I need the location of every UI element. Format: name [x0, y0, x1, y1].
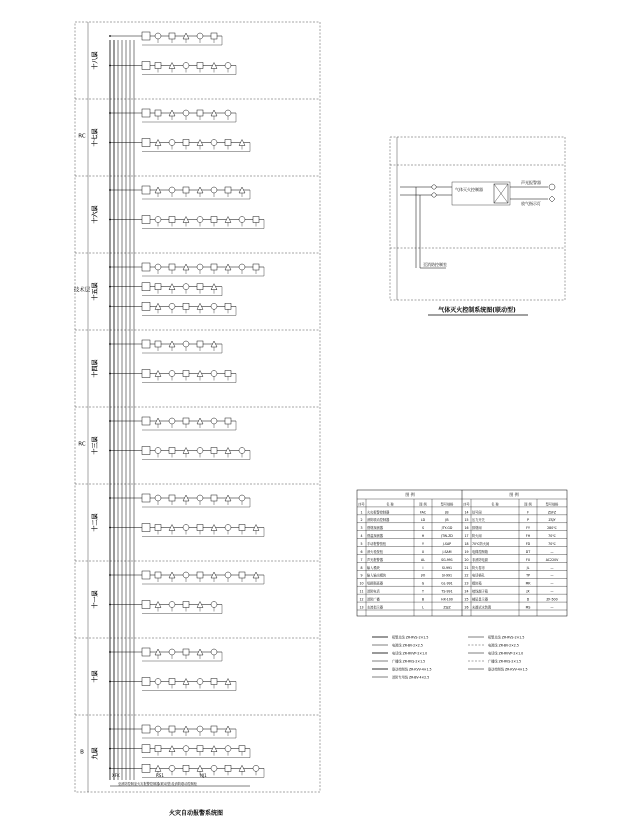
- legend-cell: I/O: [420, 573, 426, 578]
- smoke-detector-icon: [169, 140, 175, 146]
- module-icon: [183, 187, 189, 193]
- legend-cell: LD: [420, 518, 426, 523]
- module-icon: [253, 264, 259, 270]
- device-loop: [109, 725, 236, 738]
- bus-junction: [109, 35, 111, 37]
- floor-name: 十五层: [92, 282, 99, 301]
- legend-cell: AC220V: [545, 557, 559, 562]
- module-icon: [155, 341, 161, 347]
- smoke-detector-icon: [211, 371, 217, 377]
- legend-cell: S: [421, 526, 425, 531]
- legend-cell: 非消防电源: [472, 557, 488, 562]
- floor-group-label: 技术层: [73, 287, 91, 294]
- line-type-notes: [372, 635, 528, 680]
- legend-cell: T: [422, 589, 424, 594]
- legend-cell: 消火栓按钮: [367, 549, 383, 554]
- legend-cell: —: [550, 565, 554, 570]
- device-loop: [109, 302, 236, 315]
- gas-extinguishing-detail: [390, 137, 565, 315]
- module-icon: [155, 525, 161, 531]
- legend-cell: 排烟阀: [472, 526, 482, 531]
- legend-cell: 20: [464, 557, 469, 562]
- module-box: [142, 524, 150, 532]
- legend-cell: L: [422, 605, 424, 610]
- legend-cell: 火灾报警控制器: [367, 510, 390, 515]
- smoke-detector-icon: [155, 33, 161, 39]
- legend-cell: 2: [360, 518, 363, 523]
- riser-floor-bands: [74, 32, 320, 786]
- legend-cell: 9: [360, 573, 363, 578]
- smoke-detector-icon: [169, 649, 175, 655]
- legend-cell: J-SAP: [442, 541, 452, 546]
- riser-diagram: [74, 22, 320, 817]
- legend-header-right: 型号规格: [545, 502, 559, 507]
- bottom-label: XFK: [112, 773, 120, 778]
- smoke-detector-icon: [197, 495, 203, 501]
- bottom-note: 至消防控制室火灾报警控制器(联动型)及消防联动控制柜: [118, 782, 197, 786]
- module-icon: [253, 217, 259, 223]
- module-icon: [239, 746, 245, 752]
- legend-cell: 13: [359, 605, 364, 610]
- legend-header-right: 序号: [463, 502, 470, 507]
- smoke-detector-icon: [183, 572, 189, 578]
- legend-cell: —: [550, 581, 554, 586]
- note-text: 联动控制线 ZR-KVV-4×1.5: [392, 667, 432, 672]
- module-icon: [225, 765, 231, 771]
- note-text: 广播线 ZR-RVS-2×1.5: [392, 659, 426, 664]
- legend-cell: TS-991: [441, 589, 453, 594]
- legend-cell: 感烟探测器: [367, 526, 383, 531]
- legend-cell: 输入模块: [367, 565, 380, 570]
- module-box: [142, 263, 150, 271]
- legend-cell: 14: [464, 510, 469, 515]
- legend-cell: 70℃: [548, 541, 556, 546]
- module-box: [142, 571, 150, 579]
- smoke-detector-icon: [169, 187, 175, 193]
- module-box: [142, 725, 150, 733]
- module-icon: [225, 371, 231, 377]
- legend-cell: ZSFZ: [547, 510, 557, 515]
- legend-cell: ZSJZ: [443, 605, 451, 610]
- legend-cell: JX: [526, 589, 530, 594]
- legend-cell: 4: [360, 534, 363, 539]
- module-icon: [211, 726, 217, 732]
- module-icon: [225, 187, 231, 193]
- smoke-detector-icon: [197, 448, 203, 454]
- module-icon: [169, 264, 175, 270]
- legend-cell: FAC: [420, 510, 426, 515]
- smoke-detector-icon: [211, 602, 217, 608]
- floor-name: 十层: [92, 670, 99, 683]
- module-box: [142, 601, 150, 609]
- legend-cell: 11: [359, 589, 364, 594]
- detail-title: 气体灭火控制系统图(联动型): [438, 307, 516, 314]
- module-icon: [169, 495, 175, 501]
- module-icon: [169, 33, 175, 39]
- smoke-detector-icon: [155, 264, 161, 270]
- module-box: [142, 302, 150, 310]
- module-icon: [197, 110, 203, 116]
- module-icon: [183, 602, 189, 608]
- legend-cell: 22: [464, 573, 469, 578]
- legend-cell: Y: [422, 541, 424, 546]
- note-text: 电源线 ZR-BV-2×2.5: [392, 643, 423, 648]
- floor-name: 十四层: [92, 359, 99, 378]
- legend-cell: JB: [445, 518, 449, 523]
- module-box: [142, 648, 150, 656]
- legend-cell: 6: [360, 549, 363, 554]
- smoke-detector-icon: [225, 110, 231, 116]
- smoke-detector-icon: [211, 418, 217, 424]
- smoke-detector-icon: [197, 217, 203, 223]
- legend-cell: B: [421, 597, 425, 602]
- legend-cell: HX-100: [441, 597, 453, 602]
- floor-band: [75, 407, 320, 460]
- device-loop: [109, 370, 236, 383]
- module-box: [142, 139, 150, 147]
- legend-cell: FX: [525, 557, 531, 562]
- note-text: 报警总线 ZR-RVS-2×1.5: [392, 635, 429, 640]
- smoke-detector-icon: [155, 495, 161, 501]
- module-icon: [239, 572, 245, 578]
- legend-cell: 24: [464, 589, 469, 594]
- device-loop: [109, 62, 236, 75]
- module-icon: [197, 525, 203, 531]
- module-icon: [211, 33, 217, 39]
- floor-name: 十三层: [92, 436, 99, 455]
- device-loop: [109, 263, 264, 276]
- sounder-icon: [549, 184, 555, 190]
- module-box: [142, 62, 150, 70]
- smoke-detector-icon: [239, 217, 245, 223]
- module-box: [142, 417, 150, 425]
- floor-name: 十一层: [92, 590, 99, 609]
- module-icon: [169, 726, 175, 732]
- legend-cell: ZSJY: [548, 518, 556, 523]
- module-icon: [155, 284, 161, 290]
- module-box: [142, 32, 150, 40]
- legend-cell: SG-991: [441, 557, 453, 562]
- smoke-detector-icon: [169, 371, 175, 377]
- smoke-detector-icon: [225, 525, 231, 531]
- floor-group-label: B: [80, 749, 84, 756]
- smoke-detector-icon: [169, 765, 175, 771]
- legend-cell: F: [527, 510, 529, 515]
- device-loop: [109, 109, 236, 122]
- legend-cell: 接线端子箱: [472, 589, 488, 594]
- smoke-detector-icon: [155, 679, 161, 685]
- legend-cell: JB: [445, 510, 449, 515]
- smoke-detector-icon: [183, 284, 189, 290]
- bottom-label: RS1: [156, 773, 164, 778]
- device-loop: [109, 764, 264, 777]
- module-icon: [225, 303, 231, 309]
- module-icon: [211, 448, 217, 454]
- module-box: [142, 186, 150, 194]
- legend-cell: 水流指示器: [367, 605, 383, 610]
- legend-header-left: 型号规格: [440, 502, 454, 507]
- legend-cell: 末端试水装置: [472, 605, 492, 610]
- module-icon: [197, 572, 203, 578]
- module-icon: [169, 448, 175, 454]
- legend-cell: 声光报警器: [367, 557, 383, 562]
- module-icon: [211, 264, 217, 270]
- legend-cell: —: [550, 573, 554, 578]
- smoke-detector-icon: [225, 572, 231, 578]
- smoke-detector-icon: [211, 649, 217, 655]
- module-icon: [183, 303, 189, 309]
- module-icon: [155, 572, 161, 578]
- legend-header-right: 图 例: [524, 502, 532, 507]
- legend-cell: SI-991: [441, 565, 453, 570]
- module-box: [142, 678, 150, 686]
- legend-cell: —: [550, 605, 554, 610]
- floor-band: [75, 715, 320, 777]
- smoke-detector-icon: [155, 726, 161, 732]
- legend-table: [357, 490, 567, 616]
- legend-cell: JL: [526, 565, 530, 570]
- module-icon: [197, 746, 203, 752]
- device-loop: [109, 571, 264, 584]
- detail-bus-label: 至消防控制室: [423, 262, 447, 267]
- note-text: 电源线 ZR-BV-2×2.5: [488, 643, 519, 648]
- legend-cell: 7: [360, 557, 363, 562]
- legend-cell: 23: [464, 581, 469, 586]
- module-icon: [197, 63, 203, 69]
- floor-group-label: RC: [78, 441, 86, 448]
- floor-band: [75, 99, 320, 152]
- module-box: [142, 447, 150, 455]
- smoke-detector-icon: [169, 602, 175, 608]
- legend-cell: 18: [464, 541, 469, 546]
- legend-cell: G: [421, 581, 425, 586]
- legend-cell: 信号阀: [472, 510, 482, 515]
- legend-cell: 8: [360, 565, 363, 570]
- legend-cell: 12: [359, 597, 364, 602]
- device-loop: [109, 678, 236, 691]
- module-icon: [211, 217, 217, 223]
- smoke-detector-icon: [197, 679, 203, 685]
- module-icon: [211, 495, 217, 501]
- legend-cell: 防火阀: [472, 534, 482, 539]
- module-icon: [183, 418, 189, 424]
- legend-cell: X: [421, 549, 425, 554]
- floor-band: [75, 176, 320, 229]
- smoke-detector-icon: [211, 187, 217, 193]
- smoke-detector-icon: [155, 217, 161, 223]
- legend-cell: 电话插孔: [472, 573, 485, 578]
- smoke-detector-icon: [183, 746, 189, 752]
- smoke-detector-icon: [239, 448, 245, 454]
- legend-cell: 19: [464, 549, 469, 554]
- smoke-detector-icon: [169, 303, 175, 309]
- legend-cell: 压力开关: [472, 518, 485, 523]
- module-box: [142, 216, 150, 224]
- module-box: [142, 764, 150, 772]
- legend-cell: 电梯控制箱: [472, 549, 488, 554]
- legend-cell: FD: [525, 541, 531, 546]
- module-box: [142, 283, 150, 291]
- legend-group-right: 图 例: [509, 492, 519, 497]
- legend-cell: 消防联动控制器: [367, 518, 390, 523]
- module-box: [142, 494, 150, 502]
- legend-header-left: 序号: [358, 502, 365, 507]
- floor-band: [75, 484, 320, 537]
- module-icon: [225, 140, 231, 146]
- module-icon: [211, 679, 217, 685]
- legend-cell: 15: [464, 518, 469, 523]
- legend-header-right: 名 称: [491, 502, 499, 507]
- legend-cell: 16: [464, 526, 469, 531]
- module-icon: [183, 649, 189, 655]
- module-icon: [183, 765, 189, 771]
- smoke-detector-icon: [183, 63, 189, 69]
- legend-cell: H: [421, 534, 425, 539]
- smoke-detector-icon: [239, 264, 245, 270]
- release-lamp-icon: [549, 196, 555, 202]
- smoke-detector-icon: [239, 495, 245, 501]
- note-text: 电话线 ZR-RVVP-2×1.0: [392, 651, 428, 656]
- legend-cell: 10: [359, 581, 364, 586]
- note-text: 消防专用线 ZR-BV-4×2.5: [392, 675, 430, 680]
- note-text: 广播线 ZR-RVS-2×1.5: [488, 659, 522, 664]
- legend-cell: J-SAM: [442, 549, 452, 554]
- module-icon: [169, 217, 175, 223]
- legend-cell: TP: [526, 573, 530, 578]
- legend-header-left: 名 称: [386, 502, 394, 507]
- legend-cell: 21: [464, 565, 469, 570]
- smoke-detector-icon: [197, 264, 203, 270]
- legend-cell: FY: [526, 526, 530, 531]
- smoke-detector-icon: [211, 303, 217, 309]
- legend-cell: 25: [464, 597, 469, 602]
- smoke-detector-icon: [197, 726, 203, 732]
- legend-group-left: 图 例: [405, 492, 415, 497]
- smoke-detector-icon: [183, 341, 189, 347]
- legend-cell: 5: [360, 541, 363, 546]
- bottom-label: NJ1: [200, 773, 207, 778]
- module-box: [142, 745, 150, 753]
- legend-cell: —: [550, 589, 554, 594]
- module-icon: [239, 525, 245, 531]
- legend-cell: ZF-500: [546, 597, 558, 602]
- legend-cell: D: [526, 597, 530, 602]
- floor-name: 十七层: [92, 128, 99, 147]
- floor-group-label: RC: [78, 133, 86, 140]
- legend-cell: P: [527, 518, 529, 523]
- legend-cell: 楼层显示器: [472, 597, 488, 602]
- legend-cell: JTY-GD: [441, 526, 453, 531]
- smoke-detector-icon: [183, 525, 189, 531]
- module-box: [142, 370, 150, 378]
- smoke-detector-icon: [169, 418, 175, 424]
- smoke-detector-icon: [225, 746, 231, 752]
- device-loop: [109, 216, 264, 229]
- legend-cell: 模块箱: [472, 581, 482, 586]
- legend-cell: 3: [360, 526, 363, 531]
- module-icon: [155, 110, 161, 116]
- module-icon: [183, 371, 189, 377]
- legend-cell: 26: [464, 605, 469, 610]
- legend-cell: AL: [421, 557, 425, 562]
- legend-cell: 输入输出模块: [367, 573, 387, 578]
- legend-cell: 280℃: [547, 526, 557, 531]
- legend-cell: 17: [464, 534, 469, 539]
- floor-name: 十六层: [92, 205, 99, 224]
- floor-band: [75, 561, 320, 614]
- detail-label-sounder: 声光报警器: [521, 180, 541, 185]
- smoke-detector-icon: [225, 63, 231, 69]
- module-box: [142, 340, 150, 348]
- detail-heat-detector-icon: [432, 193, 436, 197]
- module-icon: [225, 418, 231, 424]
- module-icon: [155, 63, 161, 69]
- module-icon: [155, 746, 161, 752]
- module-icon: [197, 284, 203, 290]
- legend-cell: FH: [525, 534, 531, 539]
- legend-cell: 70℃: [548, 534, 556, 539]
- smoke-detector-icon: [183, 110, 189, 116]
- legend-cell: 手动报警按钮: [367, 541, 387, 546]
- floor-name: 九层: [92, 747, 99, 760]
- module-icon: [183, 140, 189, 146]
- floor-band: [75, 330, 320, 383]
- device-loop: [109, 417, 236, 430]
- detail-label-controller: 气体灭火控制器: [455, 187, 483, 192]
- module-box: [142, 109, 150, 117]
- smoke-detector-icon: [211, 765, 217, 771]
- legend-cell: —: [550, 549, 554, 554]
- legend-cell: GL-991: [441, 581, 453, 586]
- device-loop: [109, 524, 264, 537]
- smoke-detector-icon: [211, 140, 217, 146]
- floor-band: [91, 32, 236, 75]
- smoke-detector-icon: [197, 33, 203, 39]
- note-text: 联动控制线 ZR-KVV-4×1.5: [488, 667, 528, 672]
- smoke-detector-icon: [253, 765, 259, 771]
- floor-band: [74, 253, 320, 315]
- smoke-detector-icon: [155, 448, 161, 454]
- legend-cell: MK: [525, 581, 531, 586]
- legend-cell: I: [422, 565, 424, 570]
- legend-cell: 消防广播: [367, 597, 380, 602]
- note-text: 报警总线 ZR-RVS-2×1.5: [488, 635, 525, 640]
- legend-cell: SI-991: [441, 573, 453, 578]
- module-icon: [197, 341, 203, 347]
- legend-cell: 感温探测器: [367, 534, 383, 539]
- note-text: 电话线 ZR-RVVP-2×1.0: [488, 651, 524, 656]
- legend-cell: 短路隔离器: [367, 581, 383, 586]
- detail-smoke-detector-icon: [432, 185, 436, 189]
- detail-label-release: 放气指示灯: [521, 201, 541, 206]
- legend-cell: DT: [525, 549, 531, 554]
- floor-name: 十二层: [92, 513, 99, 532]
- riser-title: 火灾自动报警系统图: [168, 810, 224, 817]
- legend-cell: 防火卷帘: [472, 565, 485, 570]
- legend-header-left: 图 例: [419, 502, 427, 507]
- floor-name: 十八层: [92, 51, 99, 70]
- legend-cell: 1: [360, 510, 363, 515]
- module-icon: [169, 679, 175, 685]
- legend-cell: MS: [525, 605, 531, 610]
- legend-cell: 70℃防火阀: [472, 541, 490, 546]
- legend-cell: JTW-ZD: [441, 534, 453, 539]
- legend-cell: 消防电话: [367, 589, 380, 594]
- floor-band: [75, 638, 320, 691]
